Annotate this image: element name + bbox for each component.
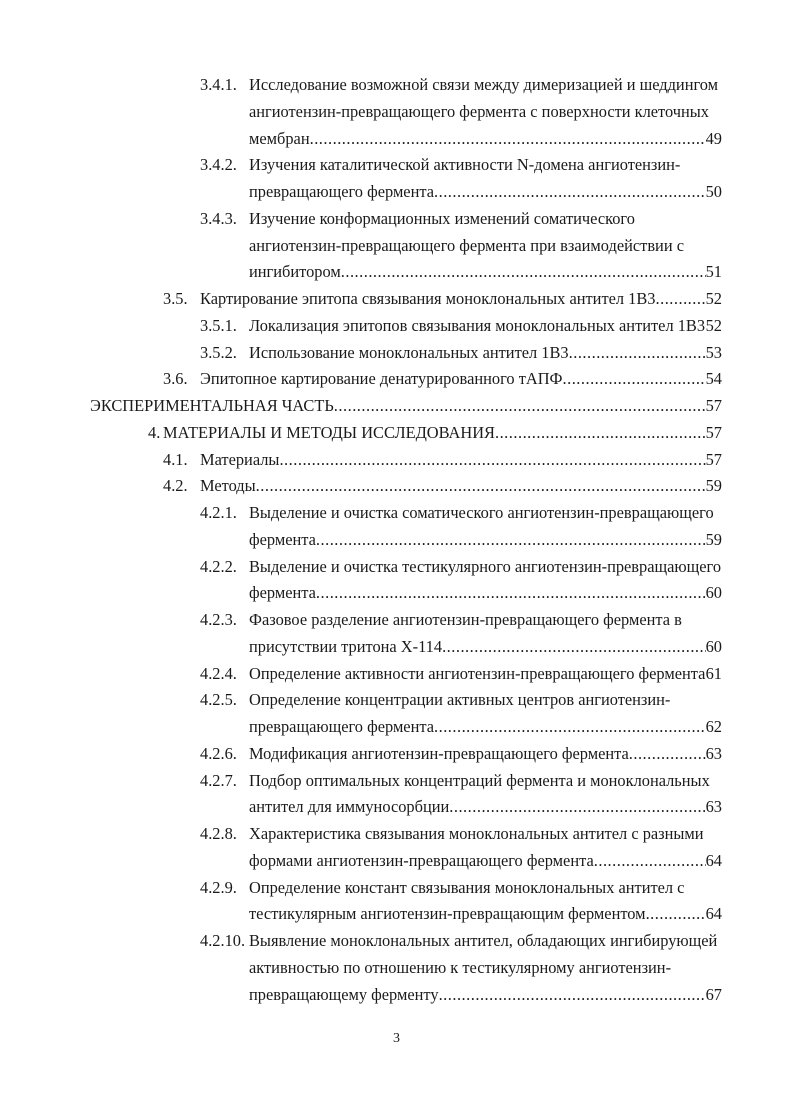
dot-leader — [256, 473, 706, 500]
toc-entry-line — [0, 126, 793, 153]
section-number: 4.2.1. — [200, 503, 237, 522]
section-title: активностью по отношению к тестикулярному ангиотензин- — [249, 957, 672, 977]
dot-leader — [629, 741, 706, 768]
toc-entry-line — [0, 821, 793, 848]
section-title: ангиотензин-превращающего фермента с поверхности клеточных — [249, 101, 709, 121]
section-title: Определение активности ангиотензин-превращающего фермента — [249, 663, 706, 683]
page-ref: 57 — [705, 396, 722, 415]
page-ref: 57 — [705, 422, 722, 442]
page-ref: 52 — [705, 289, 722, 308]
toc-entry-line — [0, 286, 793, 313]
section-title: мембран — [249, 128, 310, 148]
section-number: 4.2.4. — [200, 663, 237, 683]
page-ref: 49 — [705, 128, 722, 148]
page-ref: 54 — [705, 369, 722, 389]
dot-leader — [316, 580, 706, 607]
section-title: Исследование возможной связи между димеризацией и шеддингом — [249, 75, 719, 94]
page-ref: 60 — [705, 636, 722, 656]
section-title: Изучения каталитической активности N-домена ангиотензин- — [249, 155, 681, 175]
section-title: превращающего фермента — [249, 182, 434, 201]
dot-leader — [495, 420, 706, 447]
toc-entry-line — [0, 875, 793, 902]
toc-entry-line — [0, 554, 793, 581]
table-of-contents — [0, 72, 793, 1008]
section-number: 3.4.3. — [200, 208, 237, 228]
dot-leader — [656, 286, 706, 313]
page-ref: 50 — [705, 182, 722, 201]
section-number: 4.2.10. — [200, 931, 246, 950]
section-title: Фазовое разделение ангиотензин-превращающего фермента в — [249, 610, 682, 629]
dot-leader — [334, 393, 706, 420]
page-ref: 52 — [705, 315, 722, 335]
page-ref: 61 — [705, 663, 722, 683]
section-number: 4.2.7. — [200, 770, 237, 790]
toc-entry-line — [0, 447, 793, 474]
section-title: Выделение и очистка соматического ангиотензин-превращающего — [249, 503, 714, 522]
toc-entry-line — [0, 607, 793, 634]
page-ref: 64 — [705, 850, 722, 870]
section-title: Подбор оптимальных концентраций фермента и моноклональных — [249, 770, 710, 790]
section-title: фермента — [249, 529, 316, 549]
section-title: Модификация ангиотензин-превращающего фермента — [249, 743, 629, 763]
toc-entry-line — [0, 366, 793, 393]
toc-entry-line — [0, 233, 793, 260]
section-number: 3.5.1. — [200, 315, 237, 335]
section-number: 4.2.8. — [200, 824, 237, 843]
section-title: Использование моноклональных антител 1В3 — [249, 342, 569, 362]
section-number: 4.2. — [163, 476, 188, 496]
toc-entry-line — [0, 313, 793, 340]
section-title: превращающему ферменту — [249, 984, 439, 1004]
section-number: 3.6. — [163, 369, 188, 389]
dot-leader — [442, 634, 706, 661]
toc-entry-line — [0, 152, 793, 179]
toc-entry-line — [0, 340, 793, 367]
toc-entry-line — [0, 527, 793, 554]
section-title: Определение констант связывания моноклональных антител с — [249, 877, 685, 897]
section-title: Выявление моноклональных антител, обладающих ингибирующей — [249, 931, 718, 950]
section-title: МАТЕРИАЛЫ И МЕТОДЫ ИССЛЕДОВАНИЯ — [163, 422, 495, 442]
section-title: формами ангиотензин-превращающего фермента — [249, 850, 594, 870]
toc-entry-line — [0, 955, 793, 982]
toc-entry-line — [0, 179, 793, 206]
toc-entry-line — [0, 714, 793, 741]
toc-entry-line — [0, 72, 793, 99]
section-number: 3.4.2. — [200, 155, 237, 175]
dot-leader — [646, 901, 706, 928]
toc-entry-line — [0, 982, 793, 1009]
section-title: Эпитопное картирование денатурированного тАПФ — [200, 369, 563, 389]
section-number: 4.1. — [163, 449, 188, 469]
toc-entry-line — [0, 393, 793, 420]
page-ref: 60 — [705, 583, 722, 603]
section-number: 3.5.2. — [200, 342, 237, 362]
dot-leader — [316, 527, 706, 554]
section-number: 4.2.5. — [200, 690, 237, 710]
section-title: ингибитором — [249, 262, 341, 282]
toc-entry-line — [0, 99, 793, 126]
dot-leader — [594, 848, 706, 875]
toc-entry-line — [0, 580, 793, 607]
section-title: Материалы — [200, 449, 280, 469]
dot-leader — [341, 259, 706, 286]
toc-entry-line — [0, 206, 793, 233]
section-title: ангиотензин-превращающего фермента при взаимодействии с — [249, 235, 684, 255]
section-title: фермента — [249, 583, 316, 603]
section-title: ЭКСПЕРИМЕНТАЛЬНАЯ ЧАСТЬ — [90, 396, 334, 415]
section-title: Локализация эпитопов связывания моноклональных антител 1В3 — [249, 315, 706, 335]
page-ref: 57 — [705, 449, 722, 469]
section-number: 4.2.3. — [200, 610, 237, 629]
section-number: 4.2.2. — [200, 556, 237, 576]
section-title: присутствии тритона Х-114 — [249, 636, 443, 656]
section-title: антител для иммуносорбции — [249, 797, 450, 817]
section-title: Картирование эпитопа связывания моноклональных антител 1В3 — [200, 289, 656, 308]
toc-entry-line — [0, 634, 793, 661]
toc-entry-line — [0, 687, 793, 714]
page-ref: 51 — [705, 262, 722, 282]
page-ref: 59 — [705, 529, 722, 549]
toc-entry-line — [0, 259, 793, 286]
dot-leader — [449, 794, 705, 821]
page-ref: 63 — [705, 743, 722, 763]
section-number: 3.5. — [163, 289, 188, 308]
dot-leader — [434, 714, 706, 741]
page-ref: 62 — [705, 717, 722, 736]
section-title: тестикулярным ангиотензин-превращающим ферментом — [249, 904, 646, 924]
section-number: 4.2.9. — [200, 877, 237, 897]
section-number: 3.4.1. — [200, 75, 237, 94]
toc-entry-line — [0, 928, 793, 955]
page-number: 3 — [393, 1031, 400, 1046]
page-ref: 64 — [705, 904, 722, 924]
toc-entry-line — [0, 848, 793, 875]
section-title: Выделение и очистка тестикулярного ангиотензин-превращающего — [249, 556, 722, 576]
page-ref: 53 — [705, 342, 722, 362]
section-title: Методы — [200, 476, 256, 496]
toc-entry-line — [0, 768, 793, 795]
page-ref: 59 — [705, 476, 722, 496]
section-number: 4. — [148, 422, 161, 442]
dot-leader — [279, 447, 705, 474]
dot-leader — [439, 982, 706, 1009]
section-number: 4.2.6. — [200, 743, 237, 763]
toc-entry-line — [0, 661, 793, 688]
section-title: Определение концентрации активных центров ангиотензин- — [249, 690, 671, 710]
dot-leader — [434, 179, 706, 206]
toc-entry-line — [0, 741, 793, 768]
toc-entry-line — [0, 500, 793, 527]
section-title: Изучение конформационных изменений соматического — [249, 208, 635, 228]
page-ref: 67 — [705, 984, 722, 1004]
dot-leader — [310, 126, 706, 153]
dot-leader — [563, 366, 706, 393]
toc-entry-line — [0, 794, 793, 821]
section-title: Характеристика связывания моноклональных антител с разными — [249, 824, 704, 843]
dot-leader — [569, 340, 706, 367]
toc-entry-line — [0, 901, 793, 928]
section-title: превращающего фермента — [249, 717, 434, 736]
page-ref: 63 — [705, 797, 722, 817]
toc-entry-line — [0, 420, 793, 447]
toc-entry-line — [0, 473, 793, 500]
